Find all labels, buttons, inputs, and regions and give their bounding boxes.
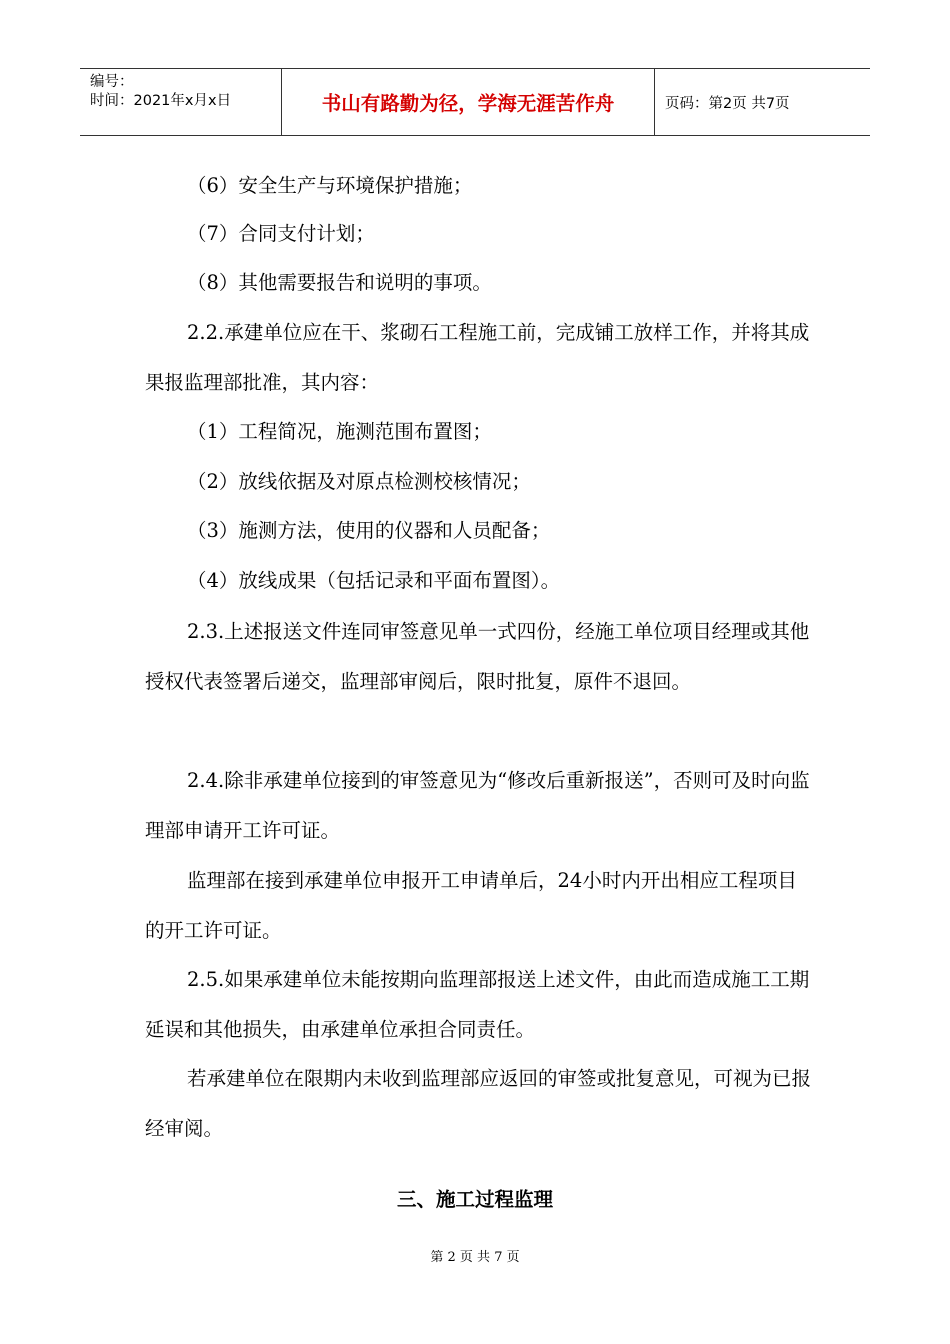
paragraph-item-8: （8）其他需要报告和说明的事项。 xyxy=(187,271,492,294)
paragraph-2-4: 2.4.除非承建单位接到的审签意见为“修改后重新报送”，否则可及时向监理部申请开工许可证。 xyxy=(145,769,810,842)
paragraph-supervision: 监理部在接到承建单位申报开工申请单后，24小时内开出相应工程项目的开工许可证。 xyxy=(145,869,797,942)
header-page-info: 页码：第2页 共7页 xyxy=(665,95,790,112)
document-number-label: 编号： xyxy=(90,74,134,90)
paragraph-item-3: （3）施测方法，使用的仪器和人员配备； xyxy=(187,519,551,542)
paragraph-item-7: （7）合同支付计划； xyxy=(187,222,375,245)
header-meta xyxy=(80,69,282,135)
paragraph-item-4: （4）放线成果（包括记录和平面布置图）。 xyxy=(187,569,561,592)
paragraph-item-2: （2）放线依据及对原点检测校核情况； xyxy=(187,470,531,493)
paragraph-item-6: （6）安全生产与环境保护措施； xyxy=(187,174,473,197)
paragraph-2-2: 2.2.承建单位应在干、浆砌石工程施工前，完成铺工放样工作，并将其成果报监理部批准，其内容： xyxy=(145,321,810,394)
paragraph-no-reply: 若承建单位在限期内未收到监理部应返回的审签或批复意见，可视为已报经审阅。 xyxy=(145,1067,812,1140)
document-time-label: 时间：2021年x月x日 xyxy=(90,93,232,109)
paragraph-item-1: （1）工程简况，施测范围布置图； xyxy=(187,420,492,443)
header-motto: 书山有路勤为径，学海无涯苦作舟 xyxy=(282,69,655,135)
page-footer: 第 2 页 共 7 页 xyxy=(430,1250,520,1265)
paragraph-2-5: 2.5.如果承建单位未能按期向监理部报送上述文件，由此而造成施工工期延误和其他损失，由承建单位承担合同责任。 xyxy=(145,968,810,1041)
section-heading: 三、施工过程监理 xyxy=(396,1188,553,1211)
page-header xyxy=(80,68,870,136)
paragraph-2-3: 2.3.上述报送文件连同审签意见单一式四份，经施工单位项目经理或其他授权代表签署后递交，监理部审阅后，限时批复，原件不退回。 xyxy=(145,620,810,693)
